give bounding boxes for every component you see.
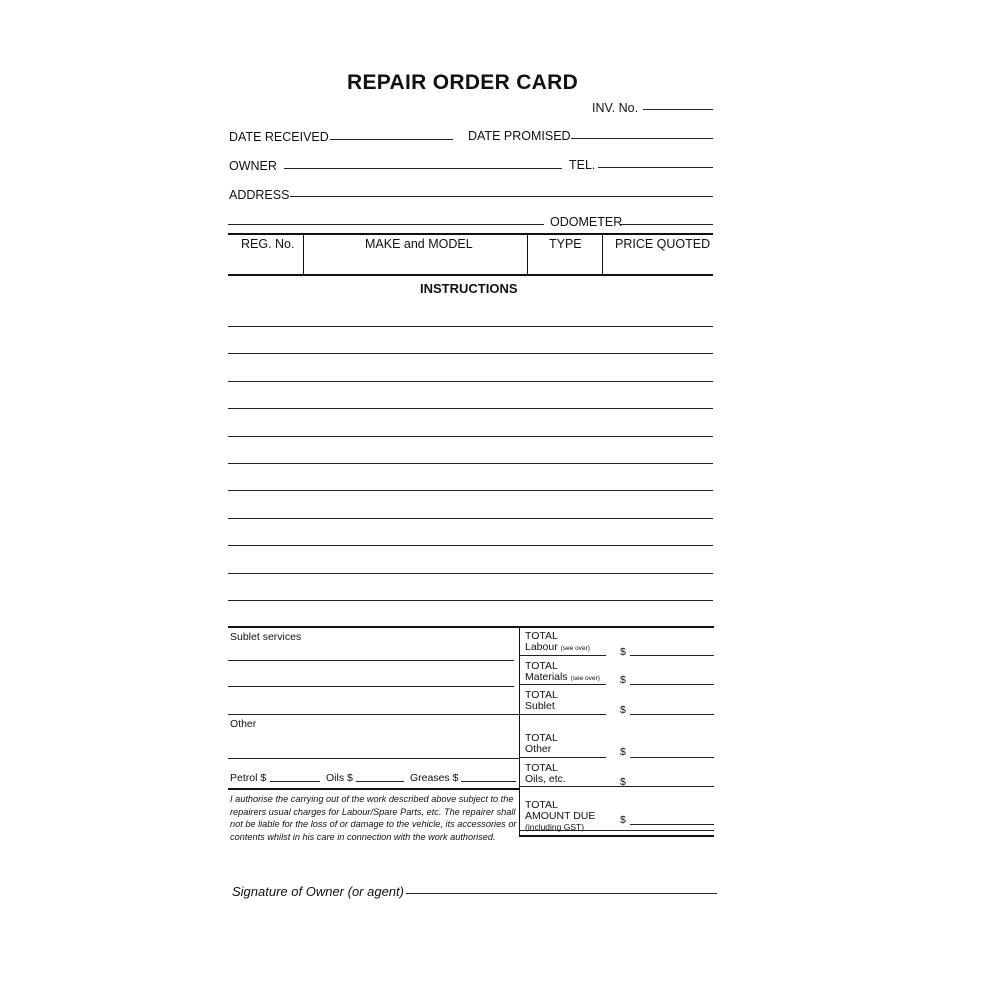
amount-due-gst-label: (including GST) — [525, 822, 585, 832]
address-field-line2[interactable] — [228, 224, 544, 225]
total-row-divider — [520, 786, 714, 787]
sublet-line[interactable] — [228, 660, 514, 661]
instruction-line[interactable] — [228, 353, 713, 354]
total-row-name: Other — [525, 743, 552, 755]
amount-due-field[interactable] — [630, 824, 714, 825]
oils-label: Oils $ — [326, 772, 353, 784]
instruction-line[interactable] — [228, 490, 713, 491]
sublet-section-divider — [228, 714, 519, 715]
signature-field[interactable] — [406, 893, 717, 894]
reg-no-header: REG. No. — [241, 237, 295, 251]
total-row-label: TOTAL — [525, 660, 558, 672]
total-row-dollar: $ — [620, 704, 626, 716]
total-row-note: (see over) — [560, 645, 590, 652]
total-row-field[interactable] — [630, 757, 714, 758]
petrol-label: Petrol $ — [230, 772, 267, 784]
other-section-divider — [228, 758, 519, 759]
oils-field[interactable] — [356, 781, 404, 782]
date-promised-label: DATE PROMISED — [468, 129, 571, 143]
cost-section-top-border — [228, 626, 714, 628]
total-row-note: (see over) — [570, 675, 600, 682]
instruction-line[interactable] — [228, 573, 713, 574]
instruction-line[interactable] — [228, 600, 713, 601]
instruction-line[interactable] — [228, 545, 713, 546]
date-promised-field[interactable] — [571, 138, 713, 139]
price-quoted-header: PRICE QUOTED — [615, 237, 711, 251]
greases-label: Greases $ — [410, 772, 459, 784]
inv-no-field[interactable] — [643, 109, 713, 110]
total-row-dollar: $ — [620, 646, 626, 658]
owner-label: OWNER — [229, 159, 277, 173]
owner-field[interactable] — [284, 168, 562, 169]
total-row-label: TOTAL — [525, 689, 558, 701]
instructions-heading: INSTRUCTIONS — [420, 281, 518, 296]
amount-due-rule — [520, 830, 714, 831]
greases-field[interactable] — [461, 781, 516, 782]
vehicle-table-divider — [527, 233, 528, 275]
total-row-name: Materials (see over) — [525, 671, 600, 683]
instruction-line[interactable] — [228, 436, 713, 437]
total-row-divider — [520, 757, 606, 758]
instruction-line[interactable] — [228, 381, 713, 382]
total-row-field[interactable] — [630, 655, 714, 656]
total-row-label: TOTAL — [525, 762, 558, 774]
instruction-line[interactable] — [228, 326, 713, 327]
total-row-field[interactable] — [630, 714, 714, 715]
total-row-label: TOTAL — [525, 630, 558, 642]
total-row-label: TOTAL — [525, 732, 558, 744]
total-row-name: Sublet — [525, 700, 555, 712]
inv-no-label: INV. No. — [592, 101, 639, 115]
sublet-services-label: Sublet services — [230, 631, 302, 643]
total-row-divider — [520, 655, 606, 656]
odometer-label: ODOMETER — [550, 215, 623, 229]
sublet-line[interactable] — [228, 686, 514, 687]
date-received-label: DATE RECEIVED — [229, 130, 329, 144]
date-received-field[interactable] — [330, 139, 453, 140]
instruction-line[interactable] — [228, 408, 713, 409]
total-row-dollar: $ — [620, 746, 626, 758]
left-cost-bottom-border — [228, 788, 519, 790]
total-row-divider — [520, 684, 606, 685]
tel-field[interactable] — [598, 167, 713, 168]
instruction-line[interactable] — [228, 463, 713, 464]
amount-due-total-label: TOTAL — [525, 799, 558, 811]
signature-label: Signature of Owner (or agent) — [232, 884, 404, 899]
make-model-header: MAKE and MODEL — [365, 237, 473, 251]
odometer-field[interactable] — [620, 224, 713, 225]
amount-due-label: AMOUNT DUE — [525, 810, 596, 822]
total-row-field[interactable] — [630, 684, 714, 685]
address-label: ADDRESS — [229, 188, 290, 202]
vehicle-table-divider — [602, 233, 603, 275]
authorisation-text: I authorise the carrying out of the work described above subject to the repairers usual charges for Labour/Spare Parts, etc. The repairer shall not be liable for the loss of or damage to the vehicle, its accessories or contents whilst in his care in connection with the work authorised. — [230, 794, 517, 842]
type-header: TYPE — [549, 237, 582, 251]
total-row-dollar: $ — [620, 776, 626, 788]
vehicle-table-divider — [303, 233, 304, 275]
petrol-field[interactable] — [270, 781, 320, 782]
vehicle-table-bottom-border — [228, 274, 713, 276]
address-field[interactable] — [290, 196, 713, 197]
total-row-name: Oils, etc. — [525, 773, 566, 785]
other-label: Other — [230, 718, 257, 730]
vehicle-table-top-border — [228, 233, 713, 235]
total-row-dollar: $ — [620, 674, 626, 686]
amount-due-dollar: $ — [620, 814, 626, 826]
page-title: REPAIR ORDER CARD — [347, 71, 579, 94]
amount-due-double-rule — [520, 835, 714, 837]
total-row-name: Labour (see over) — [525, 641, 590, 653]
tel-label: TEL. — [569, 158, 596, 172]
total-row-divider — [520, 714, 606, 715]
instruction-line[interactable] — [228, 518, 713, 519]
